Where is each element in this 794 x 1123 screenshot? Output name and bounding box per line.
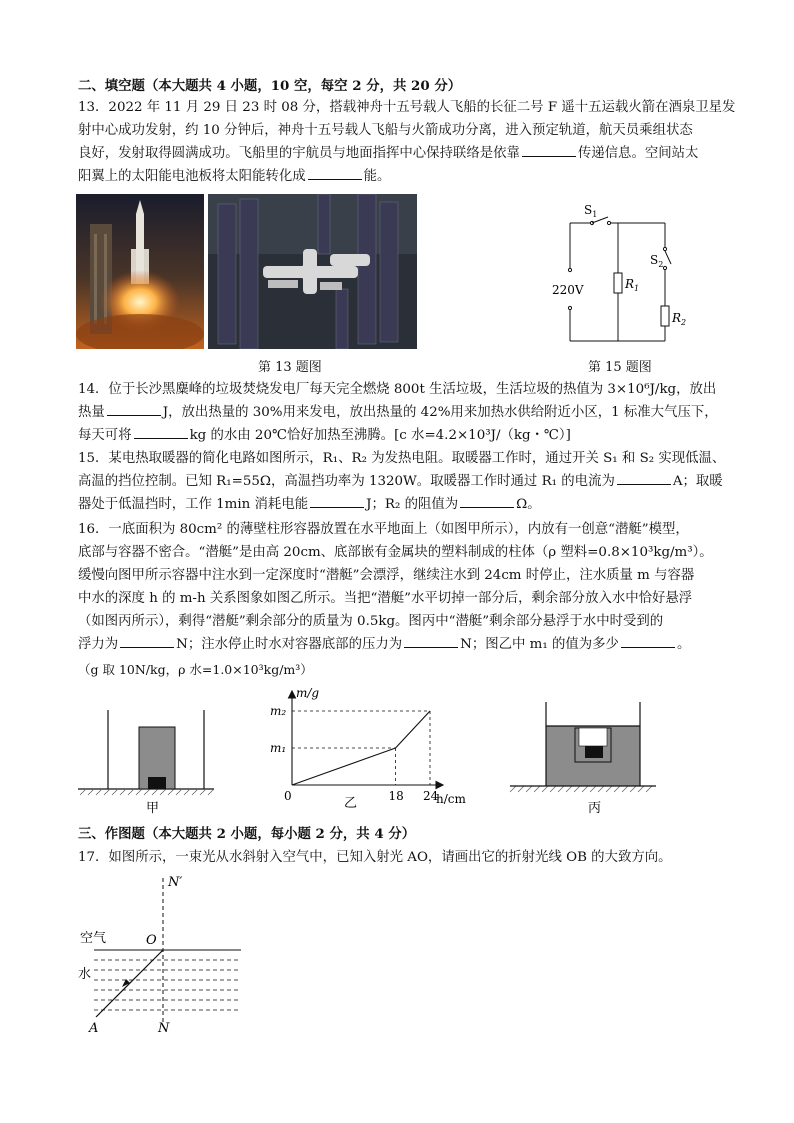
q16-line-1: 16．一底面积为 80cm² 的薄壁柱形容器放置在水平地面上（如图甲所示），内放有一创意“潜艇”模型， bbox=[78, 522, 689, 537]
q15-circuit-diagram bbox=[540, 198, 710, 353]
q16-line-6-part-d: 。 bbox=[676, 637, 691, 652]
q15-line-3-part-c: Ω。 bbox=[516, 497, 541, 512]
point-a-label: A bbox=[89, 1021, 99, 1036]
tick-m2: m₂ bbox=[270, 704, 287, 718]
water-label: 水 bbox=[78, 967, 92, 982]
q13-line-3 bbox=[78, 144, 728, 164]
metal-block bbox=[148, 777, 166, 789]
q15-line-1: 15．某电热取暖器的简化电路如图所示，R₁、R₂ 为发热电阻。取暖器工作时，通过开关 S₁ 和 S₂ 实现低温、 bbox=[78, 451, 726, 466]
q14-line-2-part-a: 热量 bbox=[78, 405, 105, 420]
q16-line-2: 底部与容器不密合。“潜艇”是由高 20cm、底部嵌有金属块的塑料制成的柱体（ρ 塑料=0.8×10³kg/m³）。 bbox=[78, 545, 713, 560]
q15-line-3-part-a: 器处于低温挡时，工作 1min 消耗电能 bbox=[78, 497, 309, 512]
q14-line-1: 14．位于长沙黑麋峰的垃圾焚烧发电厂每天完全燃烧 800t 生活垃圾，生活垃圾的热值为 3×10⁶J/kg，放出 bbox=[78, 382, 717, 397]
metal-block-bing bbox=[585, 746, 603, 758]
tick-18: 18 bbox=[388, 789, 404, 803]
air-label: 空气 bbox=[80, 931, 107, 946]
tick-24: 24 bbox=[423, 789, 439, 803]
q15-line-3 bbox=[78, 495, 728, 515]
tick-origin: 0 bbox=[284, 789, 292, 803]
q15-figure-caption: 第 15 题图 bbox=[588, 360, 652, 375]
q14-line-2 bbox=[78, 403, 728, 423]
q13-line-4-part-a: 阳翼上的太阳能电池板将太阳能转化成 bbox=[78, 169, 306, 184]
q13-line-3-part-a: 良好，发射取得圆满成功。飞船里的宇航员与地面指挥中心保持联络是依靠 bbox=[78, 146, 520, 161]
q16-line-4: 中水的深度 h 的 m-h 关系图象如图乙所示。当把“潜艇”水平切掉一部分后，剩余部分放入水中恰好悬浮 bbox=[78, 591, 693, 606]
r2-label: $R_2$ bbox=[672, 311, 687, 327]
refraction-diagram bbox=[76, 868, 256, 1038]
q16-line-3: 缓慢向图甲所示容器中注水到一定深度时“潜艇”会漂浮，继续注水到 24cm 时停止，注水质量 m 与容器 bbox=[78, 568, 695, 583]
label-bing: 丙 bbox=[588, 801, 602, 816]
q16-line-6-part-b: N；注水停止时水对容器底部的压力为 bbox=[176, 637, 403, 652]
q16-line-6-part-a: 浮力为 bbox=[78, 637, 119, 652]
q15-blank-3[interactable] bbox=[460, 495, 514, 508]
q16-line-7: （g 取 10N/kg，ρ 水=1.0×10³kg/m³） bbox=[78, 662, 313, 677]
q13-line-4 bbox=[78, 167, 728, 187]
section-2-title: 二、填空题（本大题共 4 小题，10 空，每空 2 分，共 20 分） bbox=[78, 78, 462, 94]
figure-bing-container bbox=[508, 700, 658, 820]
q15-blank-1[interactable] bbox=[617, 472, 671, 485]
tick-m1: m₁ bbox=[270, 741, 287, 755]
q15-line-3-part-b: J；R₂ 的阻值为 bbox=[366, 497, 459, 512]
q13-line-4-part-b: 能。 bbox=[363, 169, 391, 184]
q14-line-3-part-a: 每天可将 bbox=[78, 428, 132, 443]
q16-blank-1[interactable] bbox=[120, 635, 174, 648]
figure-jia-container bbox=[76, 700, 216, 815]
q16-line-6-part-c: N；图乙中 m₁ 的值为多少 bbox=[460, 637, 619, 652]
q13-figure-caption: 第 13 题图 bbox=[258, 360, 322, 375]
label-jia: 甲 bbox=[146, 801, 160, 815]
q15-line-2 bbox=[78, 472, 728, 492]
q14-blank-2[interactable] bbox=[134, 426, 188, 439]
space-station-photo bbox=[208, 194, 417, 349]
q16-blank-2[interactable] bbox=[404, 635, 458, 648]
q14-line-3-part-b: kg 的水由 20℃恰好加热至沸腾。[c 水=4.2×10³J/（kg・℃）] bbox=[189, 428, 571, 443]
q15-blank-2[interactable] bbox=[310, 495, 364, 508]
q16-blank-3[interactable] bbox=[621, 635, 675, 648]
m-h-graph bbox=[270, 682, 480, 812]
q15-line-2-part-b: A；取暖 bbox=[672, 474, 723, 489]
q13-line-2: 射中心成功发射，约 10 分钟后，神舟十五号载人飞船与火箭成功分离，进入预定轨道，航天员乘组状态 bbox=[78, 123, 693, 138]
q13-line-3-part-b: 传递信息。空间站太 bbox=[577, 146, 699, 161]
label-yi: 乙 bbox=[344, 796, 358, 811]
q16-line-6 bbox=[78, 635, 728, 655]
q14-line-3 bbox=[78, 426, 728, 446]
y-axis-label: m/g bbox=[296, 686, 320, 700]
n-prime-label: N′ bbox=[168, 875, 183, 890]
q13-blank-1[interactable] bbox=[522, 144, 576, 157]
q14-line-2-part-b: J，放出热量的 30%用来发电，放出热量的 42%用来加热水供给附近小区，1 标准大气压下， bbox=[162, 405, 718, 420]
rocket-launch-photo bbox=[76, 194, 204, 349]
s1-label: $S_1$ bbox=[584, 203, 598, 219]
q13-blank-2[interactable] bbox=[308, 167, 362, 180]
q13-line-1: 13．2022 年 11 月 29 日 23 时 08 分，搭载神舟十五号载人飞船的长征二号 F 遥十五运载火箭在酒泉卫星发 bbox=[78, 100, 736, 115]
point-n-label: N bbox=[158, 1021, 170, 1036]
q15-line-2-part-a: 高温的挡位控制。已知 R₁=55Ω，高温挡功率为 1320W。取暖器工作时通过 R₁ 的电流为 bbox=[78, 474, 615, 489]
voltage-label: 220V bbox=[552, 283, 584, 297]
section-3-title: 三、作图题（本大题共 2 小题，每小题 2 分，共 4 分） bbox=[78, 826, 416, 842]
x-axis-label: h/cm bbox=[436, 792, 466, 806]
q17-line-1: 17．如图所示，一束光从水斜射入空气中，已知入射光 AO，请画出它的折射光线 OB 的大致方向。 bbox=[78, 850, 672, 865]
r1-label: $R_1$ bbox=[625, 277, 640, 293]
s2-label: $S_2$ bbox=[650, 253, 664, 269]
point-o-label: O bbox=[146, 933, 157, 948]
q14-blank-1[interactable] bbox=[107, 403, 161, 416]
q16-line-5: （如图丙所示），剩得“潜艇”剩余部分的质量为 0.5kg。图丙中“潜艇”剩余部分悬浮于水中时受到的 bbox=[78, 614, 664, 629]
